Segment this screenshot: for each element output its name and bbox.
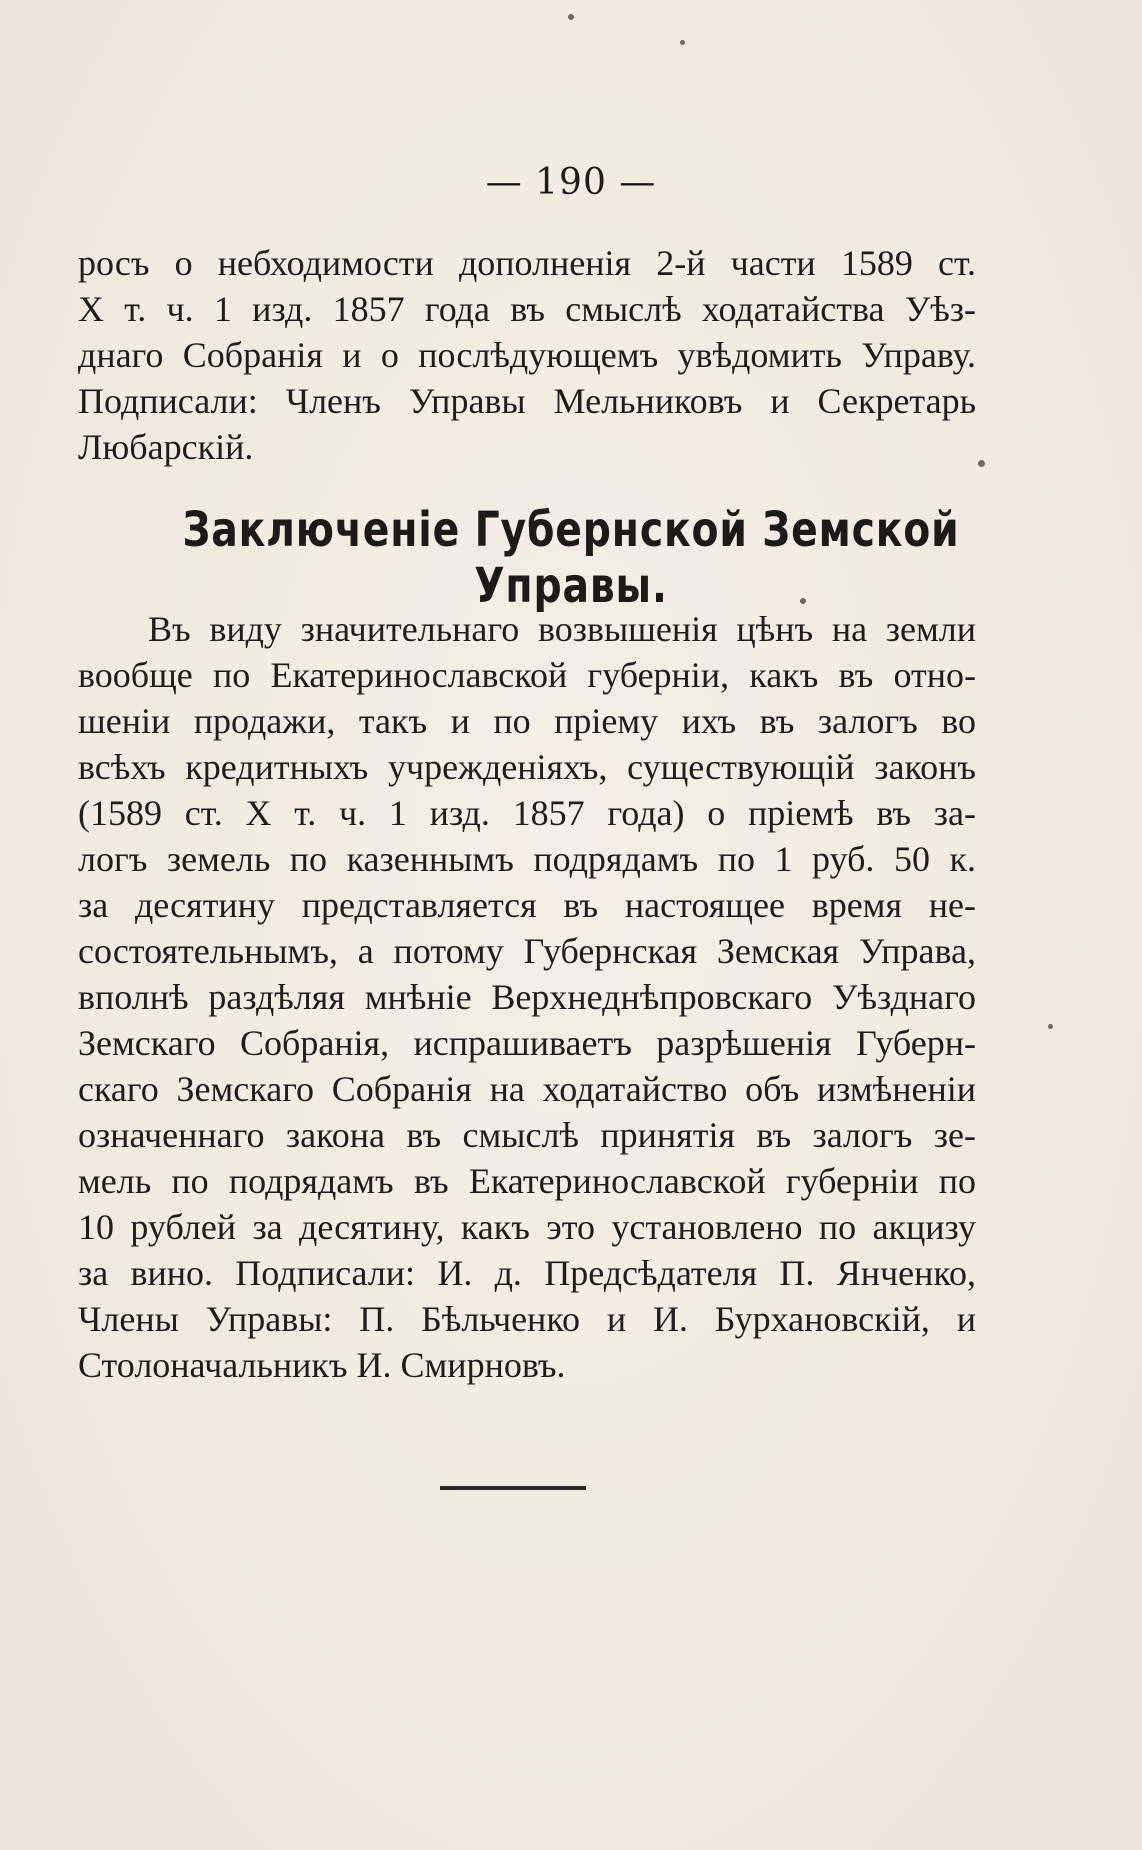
text-line: означеннаго закона въ смыслѣ принятія въ залогъ зе- xyxy=(78,1115,976,1155)
text-line: Подписали: Членъ Управы Мельниковъ и Секретарь xyxy=(78,381,976,421)
text-line: росъ о небходимости дополненія 2-й части 1589 ст. xyxy=(78,243,976,283)
intro-paragraph xyxy=(78,240,976,470)
ink-speck xyxy=(978,460,985,467)
text-line: логъ земель по казеннымъ подрядамъ по 1 руб. 50 к. xyxy=(78,839,976,879)
text-line: днаго Собранія и о послѣдующемъ увѣдомить Управу. xyxy=(78,335,976,375)
conclusion-paragraph xyxy=(78,606,976,1388)
text-line: Столоначальникъ И. Смирновъ. xyxy=(78,1345,566,1385)
text-line: вполнѣ раздѣляя мнѣніе Верхнеднѣпровскаго Уѣзднаго xyxy=(78,977,976,1017)
section-heading: Заключеніе Губернской Земской Управы. xyxy=(182,502,960,614)
text-line: состоятельнымъ, а потому Губернская Земская Управа, xyxy=(78,931,976,971)
text-line: (1589 ст. Х т. ч. 1 изд. 1857 года) о пріемѣ въ за- xyxy=(78,793,976,833)
text-line: мель по подрядамъ въ Екатеринославской губерніи по xyxy=(78,1161,976,1201)
section-divider xyxy=(440,1486,586,1490)
text-line: всѣхъ кредитныхъ учрежденіяхъ, существующій законъ xyxy=(78,747,976,787)
text-line: 10 рублей за десятину, какъ это установлено по акцизу xyxy=(78,1207,976,1247)
text-line: шеніи продажи, такъ и по пріему ихъ въ залогъ во xyxy=(78,701,976,741)
ink-speck xyxy=(680,40,685,45)
ink-speck xyxy=(568,14,574,20)
text-line: за вино. Подписали: И. д. Предсѣдателя П. Янченко, xyxy=(78,1253,976,1293)
text-line: Земскаго Собранія, испрашиваетъ разрѣшенія Губерн- xyxy=(78,1023,976,1063)
text-line: вообще по Екатеринославской губерніи, какъ въ отно- xyxy=(78,655,976,695)
text-line: Въ виду значительнаго возвышенія цѣнъ на земли xyxy=(148,609,976,649)
page-number: — 190 — xyxy=(485,162,657,203)
ink-speck xyxy=(1048,1024,1053,1029)
text-line: скаго Земскаго Собранія на ходатайство объ измѣненіи xyxy=(78,1069,976,1109)
text-line: Любарскій. xyxy=(78,427,254,467)
text-line: Х т. ч. 1 изд. 1857 года въ смыслѣ ходатайства Уѣз- xyxy=(78,289,976,329)
text-line: Члены Управы: П. Бѣльченко и И. Бурхановскій, и xyxy=(78,1299,976,1339)
text-line: за десятину представляется въ настоящее время не- xyxy=(78,885,976,925)
